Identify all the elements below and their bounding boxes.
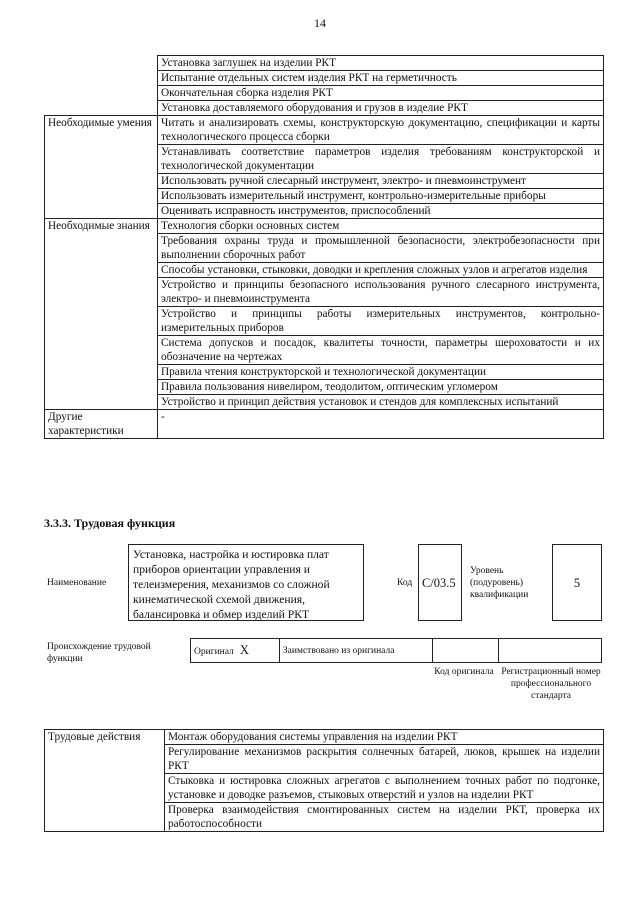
function-name: Установка, настройка и юстировка плат приборов ориентации управления и телеизмерения, механизмов со сложной кинематической схемой движения, балансировка и обмер изделий РКТ bbox=[128, 544, 364, 621]
table-row: Устанавливать соответствие параметров изделия требованиям конструкторской и технологической документации bbox=[158, 145, 604, 174]
table-row: Использовать измерительный инструмент, контрольно-измерительные приборы bbox=[158, 189, 604, 204]
code-value: C/03.5 bbox=[418, 544, 462, 621]
section-title: 3.3.3. Трудовая функция bbox=[44, 516, 176, 530]
table-row: Устройство и принцип действия установок и стендов для комплексных испытаний bbox=[158, 395, 604, 410]
code-label: Код bbox=[397, 578, 413, 588]
skills-label: Необходимые умения bbox=[45, 116, 158, 219]
table-row: Правила чтения конструкторской и технологической документации bbox=[158, 365, 604, 380]
reg-number-cell bbox=[499, 639, 602, 663]
origin-table bbox=[190, 638, 602, 663]
table-row: Установка доставляемого оборудования и грузов в изделие РКТ bbox=[158, 101, 604, 116]
table-row: Проверка взаимодействия смонтированных систем на изделии РКТ, проверка их работоспособности bbox=[165, 803, 604, 832]
table-row: Устройство и принципы безопасного использования ручного слесарного инструмента, электро- и пневмоинструмента bbox=[158, 278, 604, 307]
table-row: Читать и анализировать схемы, конструкторскую документацию, спецификации и карты технологического процесса сборки bbox=[158, 116, 604, 145]
original-mark: X bbox=[239, 643, 249, 657]
table-row: Система допусков и посадок, квалитеты точности, параметры шероховатости и их обозначение на чертежах bbox=[158, 336, 604, 365]
table-row: Испытание отдельных систем изделия РКТ на герметичность bbox=[158, 71, 604, 86]
table-row: - bbox=[158, 410, 604, 439]
borrowed-label: Заимствовано из оригинала bbox=[279, 639, 432, 663]
actions-table bbox=[44, 729, 604, 832]
table-row: Стыковка и юстировка сложных агрегатов с выполнением точных работ по подгонке, установке и доводке разъемов, стыковых отверстий и узлов на изделии РКТ bbox=[165, 774, 604, 803]
table-row: Использовать ручной слесарный инструмент, электро- и пневмоинструмент bbox=[158, 174, 604, 189]
page-number: 14 bbox=[314, 16, 326, 30]
code-original-cell bbox=[432, 639, 499, 663]
name-label: Наименование bbox=[47, 578, 107, 588]
table-row: Технология сборки основных систем bbox=[158, 219, 604, 234]
table-row: Требования охраны труда и промышленной безопасности, электробезопасности при выполнении сборочных работ bbox=[158, 234, 604, 263]
table-row: Правила пользования нивелиром, теодолитом, оптическим угломером bbox=[158, 380, 604, 395]
origin-label: Происхождение трудовой функции bbox=[47, 642, 151, 664]
table-row: Установка заглушек на изделии РКТ bbox=[158, 56, 604, 71]
other-label: Другие характеристики bbox=[45, 410, 158, 439]
table-row: Оценивать исправность инструментов, приспособлений bbox=[158, 204, 604, 219]
table-row: Монтаж оборудования системы управления на изделии РКТ bbox=[165, 730, 604, 745]
table-row: Способы установки, стыковки, доводки и крепления сложных узлов и агрегатов изделия bbox=[158, 263, 604, 278]
reg-number-label: Регистрационный номер профессионального стандарта bbox=[501, 667, 601, 701]
actions-label: Трудовые действия bbox=[45, 730, 165, 832]
table-row: Устройство и принципы работы измерительных инструментов, контрольно-измерительных приборов bbox=[158, 307, 604, 336]
table-row: Окончательная сборка изделия РКТ bbox=[158, 86, 604, 101]
knowledge-label: Необходимые знания bbox=[45, 219, 158, 410]
skills-table bbox=[44, 55, 604, 439]
table-row: Регулирование механизмов раскрытия солнечных батарей, люков, крышек на изделии РКТ bbox=[165, 745, 604, 774]
level-value: 5 bbox=[552, 544, 602, 621]
level-label: Уровень (подуровень) квалификации bbox=[470, 566, 529, 600]
original-label: Оригинал bbox=[194, 647, 234, 657]
code-original-label: Код оригинала bbox=[434, 667, 494, 677]
